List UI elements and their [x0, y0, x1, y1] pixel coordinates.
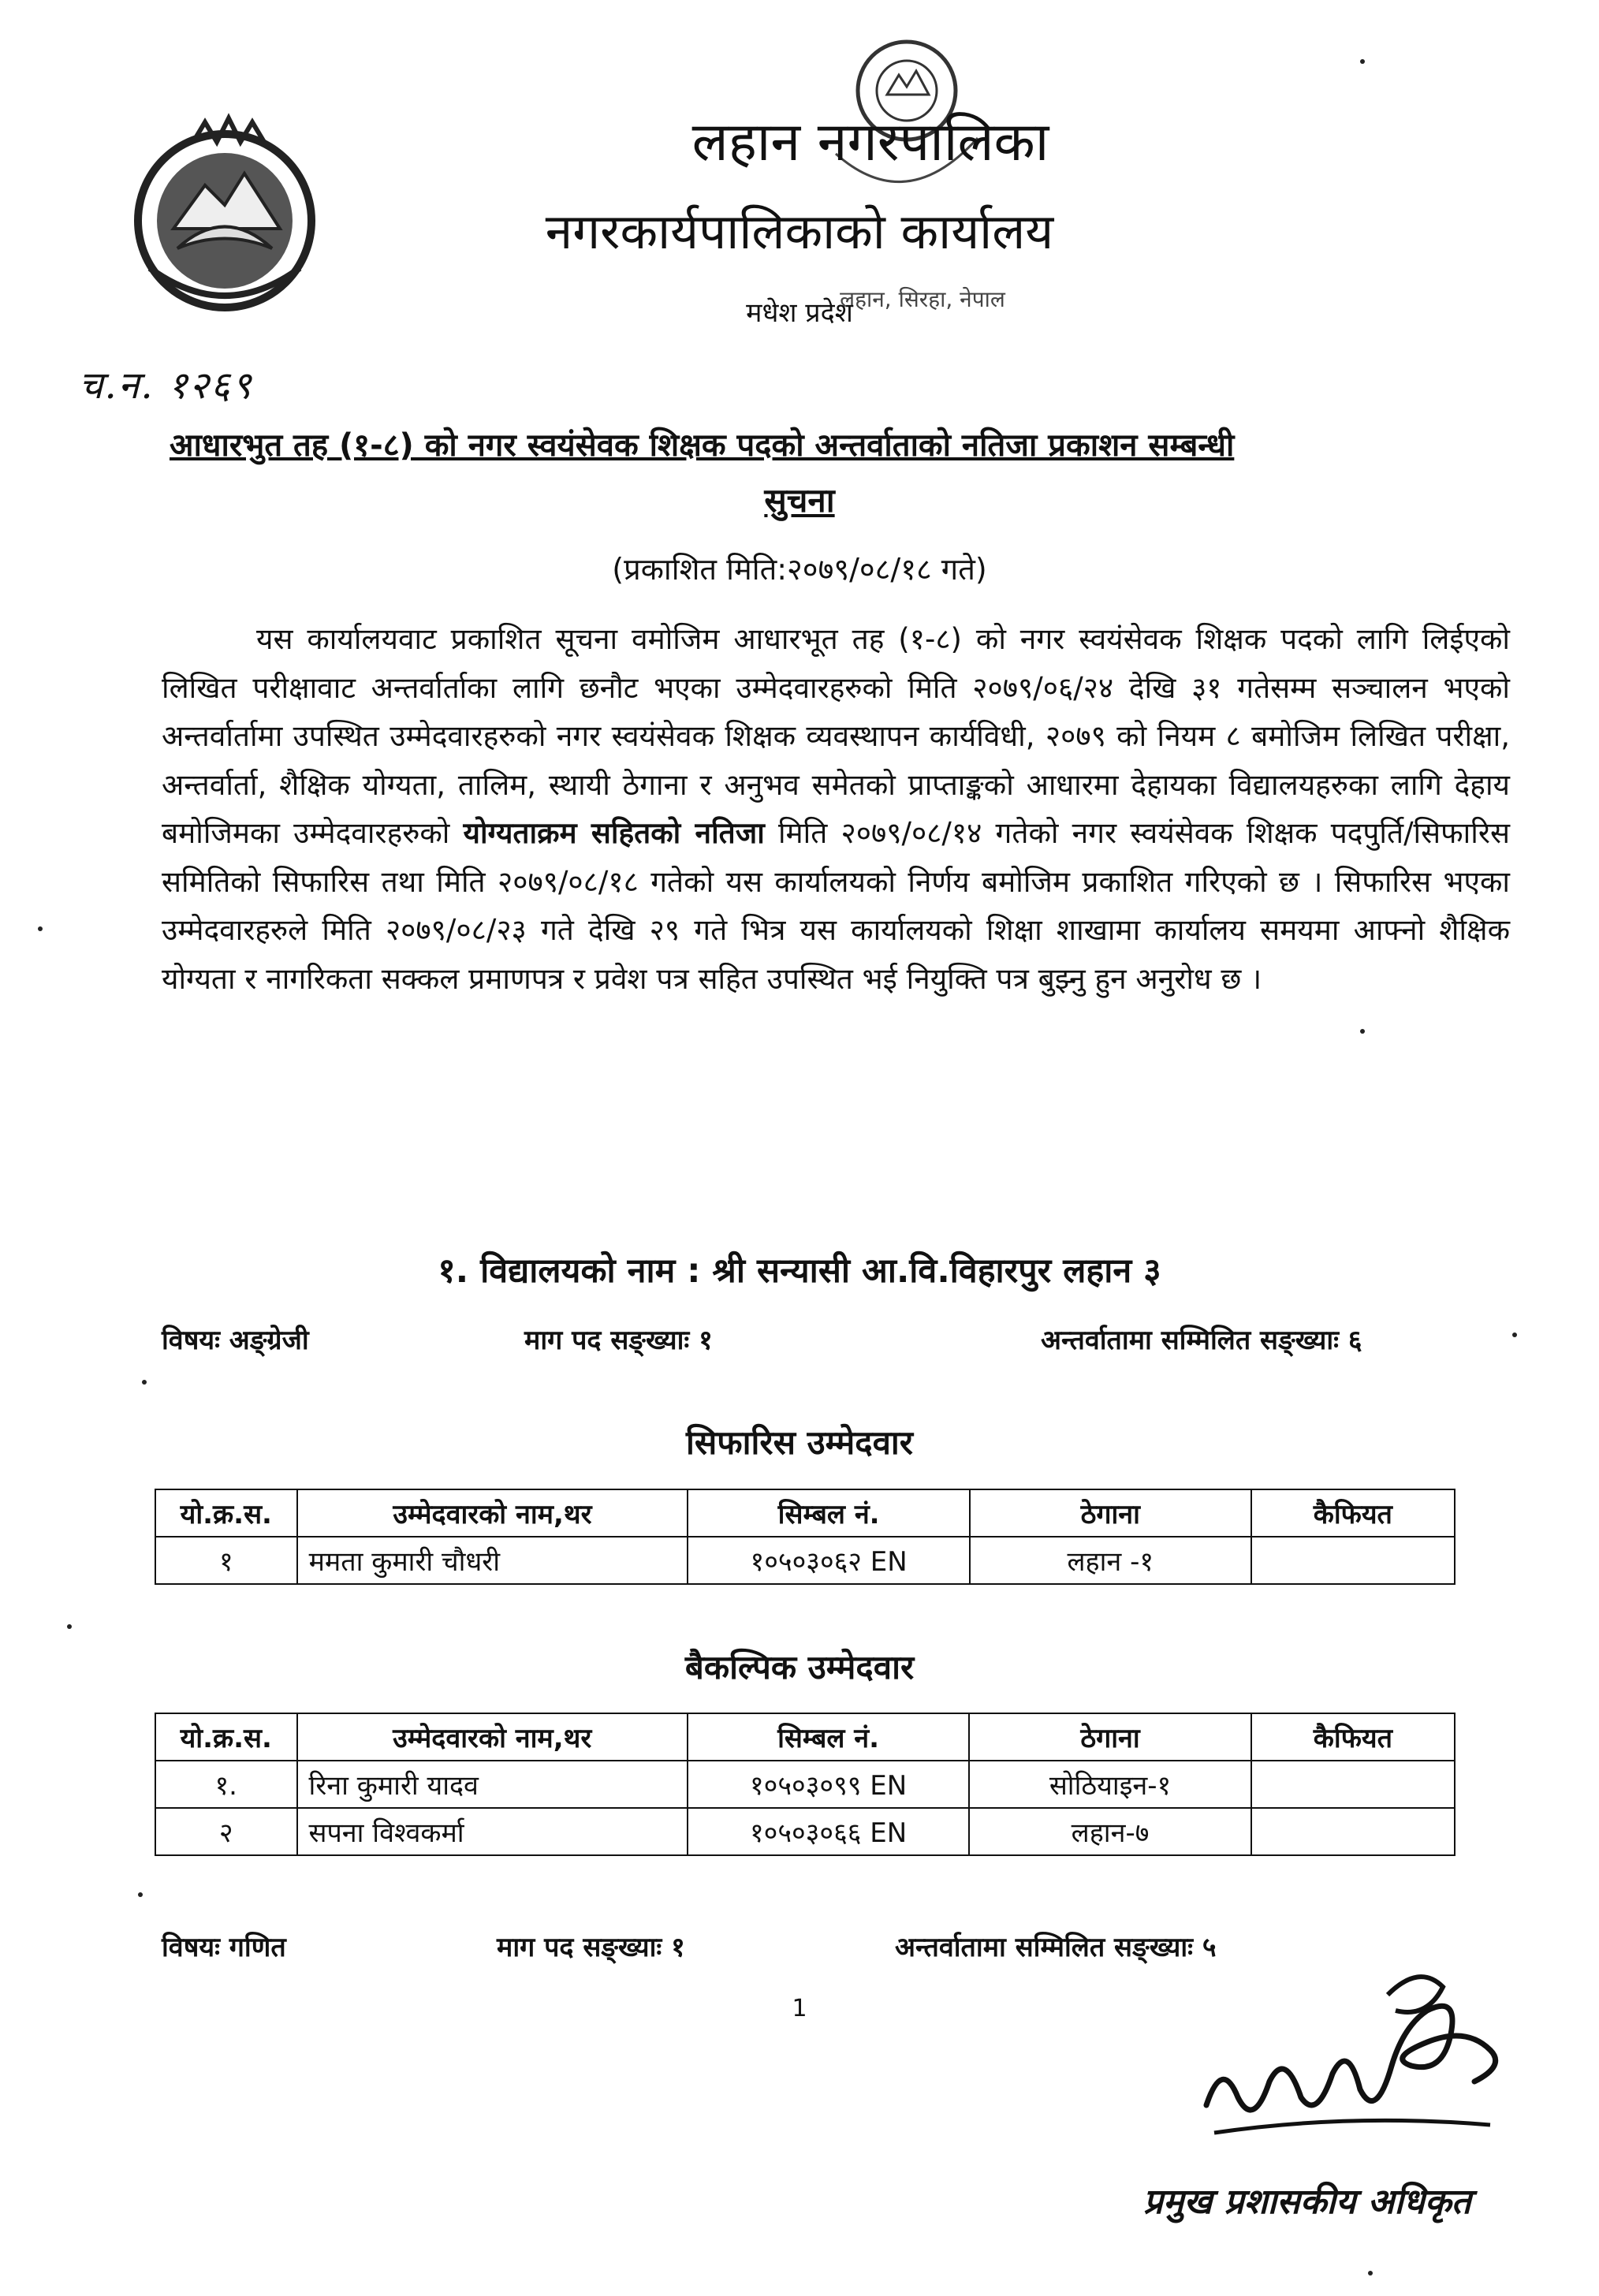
subject-label: विषयः अङ्ग्रेजी: [162, 1325, 309, 1356]
published-date: (प्रकाशित मिति:२०७९/०८/१८ गते): [612, 552, 987, 587]
signature-image: [1191, 1963, 1522, 2160]
reference-number: च.न. १२६९: [79, 363, 253, 408]
alternate-table: [155, 1713, 1456, 1856]
office-name: नगरकार्यपालिकाको कार्यालय: [545, 203, 1054, 260]
table-row: १. रिना कुमारी यादव १०५०३०९९ EN सोठियाइन-१: [155, 1761, 1455, 1808]
posts-label: माग पद सङ्ख्याः १: [497, 1932, 685, 1963]
table-row: १ ममता कुमारी चौधरी १०५०३०६२ EN लहान -१: [155, 1537, 1455, 1584]
signatory-title: प्रमुख प्रशासकीय अधिकृत: [1143, 2182, 1471, 2222]
school-heading: १. विद्यालयको नाम : श्री सन्यासी आ.वि.विहारपुर लहान ३: [438, 1251, 1161, 1291]
notice-body: यस कार्यालयवाट प्रकाशित सूचना वमोजिम आधारभूत तह (१-८) को नगर स्वयंसेवक शिक्षक पदको लागि लिईएको लिखित परीक्षावाट अन्तर्वार्ताका लागि छनौट भएका उम्मेदवारहरुको मिति २०७९/०६/२४ देखि ३१ गतेसम्म सञ्चालन भएको अन्तर्वार्तामा उपस्थित उम्मेदवारहरुको नगर स्वयंसेवक शिक्षक व्यवस्थापन कार्यविधी, २०७९ को नियम ८ बमोजिम लिखित परीक्षा, अन्तर्वार्ता, शैक्षिक योग्यता, तालिम, स्थायी ठेगाना र अनुभव समेतको प्राप्ताङ्कको आधारमा देहायका विद्यालयहरुका लागि देहाय बमोजिमका उम्मेदवारहरुको योग्यताक्रम सहितको नतिजा मिति २०७९/०८/१४ गतेको नगर स्वयंसेवक शिक्षक पदपुर्ति/सिफारिस समितिको सिफारिस तथा मिति २०७९/०८/१८ गतेको यस कार्यालयको निर्णय बमोजिम प्रकाशित गरिएको छ । सिफारिस भएका उम्मेदवारहरुले मिति २०७९/०८/२३ गते देखि २९ गते भित्र यस कार्यालयको शिक्षा शाखामा कार्यालय समयमा आफ्नो शैक्षिक योग्यता र नागरिकता सक्कल प्रमाणपत्र र प्रवेश पत्र सहित उपस्थित भई नियुक्ति पत्र बुझ्नु हुन अनुरोध छ ।: [162, 622, 1510, 996]
table-header-row: यो.क्र.स. उम्मेदवारको नाम,थर सिम्बल नं. ठेगाना कैफियत: [155, 1713, 1455, 1761]
province-name: मधेश प्रदेश: [746, 297, 853, 329]
participants-label: अन्तर्वातामा सम्मिलित सङ्ख्याः ६: [1041, 1325, 1362, 1356]
subject-label: विषयः गणित: [162, 1932, 286, 1963]
table-row: २ सपना विश्वकर्मा १०५०३०६६ EN लहान-७: [155, 1808, 1455, 1855]
notice-title: आधारभुत तह (१-८) को नगर स्वयंसेवक शिक्षक पदको अन्तर्वाताको नतिजा प्रकाशन सम्बन्धी: [170, 427, 1235, 464]
posts-label: माग पद सङ्ख्याः १: [524, 1325, 713, 1356]
org-name: लहान नगरपालिका: [691, 111, 1049, 173]
alternate-title: बैकल्पिक उम्मेदवार: [684, 1648, 915, 1687]
recommended-table: [155, 1489, 1456, 1585]
stamp-text: लहान, सिरहा, नेपाल: [840, 286, 1005, 312]
page-number: 1: [792, 1995, 807, 2022]
notice-title-suffix: सुचना: [764, 481, 835, 520]
recommended-title: सिफारिस उम्मेदवार: [685, 1423, 913, 1462]
table-header-row: यो.क्र.स. उम्मेदवारको नाम,थर सिम्बल नं. ठेगाना कैफियत: [155, 1489, 1455, 1537]
participants-label: अन्तर्वातामा सम्मिलित सङ्ख्याः ५: [895, 1932, 1217, 1963]
body-bold-phrase: योग्यताक्रम सहितको नतिजा: [463, 816, 765, 850]
